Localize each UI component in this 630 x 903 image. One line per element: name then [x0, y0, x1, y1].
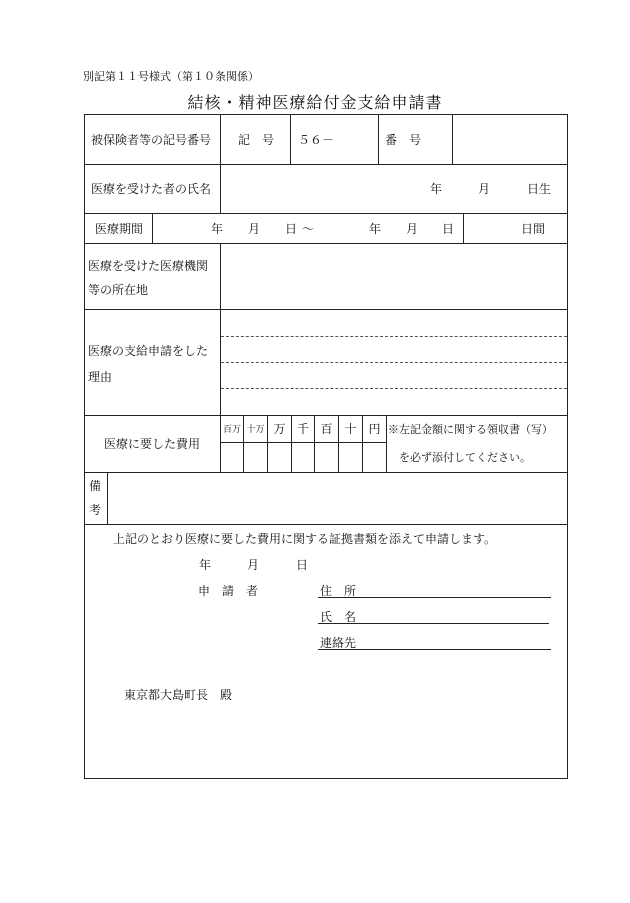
- birth-month-label: 月: [478, 182, 491, 196]
- applicant-label: 申 請 者: [198, 584, 259, 598]
- form-title: 結核・精神医療給付金支給申請書: [187, 93, 443, 112]
- kigou-label: 記 号: [238, 133, 275, 147]
- digit-header: 十: [344, 422, 357, 436]
- date-year-label: 年: [199, 558, 212, 572]
- receipt-note-line1: ※左記金額に関する領収書（写）: [388, 423, 553, 436]
- contact-label: 連絡先: [320, 636, 357, 650]
- insured-number-label: 被保険者等の記号番号: [91, 133, 212, 147]
- period-start-month: 月: [248, 222, 261, 236]
- kigou-value: ５６－: [298, 133, 335, 147]
- remarks-label-char1: 備: [89, 479, 102, 493]
- remarks-label-char2: 考: [89, 503, 102, 517]
- form-reference: 別記第１１号様式（第１０条関係）: [83, 70, 259, 83]
- date-day-label: 日: [296, 558, 309, 572]
- period-end-day: 日: [442, 222, 455, 236]
- cost-amount-field[interactable]: [221, 443, 386, 471]
- digit-divider: [386, 415, 387, 472]
- column-divider: [463, 213, 464, 243]
- remarks-field[interactable]: [108, 473, 567, 523]
- reason-label-line1: 医療の支給申請をした: [88, 344, 209, 358]
- name-label: 氏 名: [320, 610, 357, 624]
- cost-label: 医療に要した費用: [104, 437, 201, 451]
- receipt-note-line2: を必ず添付してください。: [399, 451, 531, 464]
- period-end-month: 月: [406, 222, 419, 236]
- address-label: 住 所: [320, 584, 357, 598]
- institution-label-line2: 等の所在地: [88, 283, 149, 297]
- reason-field[interactable]: [221, 310, 567, 414]
- birth-day-label: 日生: [527, 182, 552, 196]
- bangou-label: 番 号: [385, 133, 422, 147]
- bangou-field[interactable]: [453, 115, 567, 163]
- digit-header: 円: [368, 422, 381, 436]
- column-divider: [290, 114, 291, 164]
- row-divider: [84, 415, 568, 416]
- address-line[interactable]: [318, 597, 551, 598]
- institution-label-line1: 医療を受けた医療機関: [88, 259, 209, 273]
- column-divider: [152, 213, 153, 243]
- period-start-day: 日: [285, 222, 298, 236]
- digit-header: 百万: [222, 425, 241, 435]
- column-divider: [220, 114, 221, 164]
- column-divider: [378, 114, 379, 164]
- digit-header: 千: [296, 422, 309, 436]
- declaration-text: 上記のとおり医療に要した費用に関する証拠書類を添えて申請します。: [113, 532, 497, 546]
- period-days-label: 日間: [521, 222, 546, 236]
- period-end-year: 年: [369, 222, 382, 236]
- contact-line[interactable]: [318, 649, 551, 650]
- row-divider: [84, 524, 568, 525]
- institution-address-field[interactable]: [221, 244, 567, 308]
- period-start-year: 年: [211, 222, 224, 236]
- row-divider: [84, 213, 568, 214]
- period-tilde: ～: [302, 222, 315, 236]
- patient-name-field[interactable]: [221, 165, 421, 212]
- date-month-label: 月: [247, 558, 260, 572]
- patient-name-label: 医療を受けた者の氏名: [91, 182, 212, 196]
- name-line[interactable]: [318, 623, 549, 624]
- birth-year-label: 年: [430, 182, 443, 196]
- addressee: 東京都大島町長 殿: [124, 688, 233, 702]
- digit-header: 万: [273, 422, 286, 436]
- digit-header: 十万: [246, 425, 265, 435]
- digit-header: 百: [320, 422, 333, 436]
- period-label: 医療期間: [95, 222, 144, 236]
- reason-label-line2: 理由: [88, 370, 113, 384]
